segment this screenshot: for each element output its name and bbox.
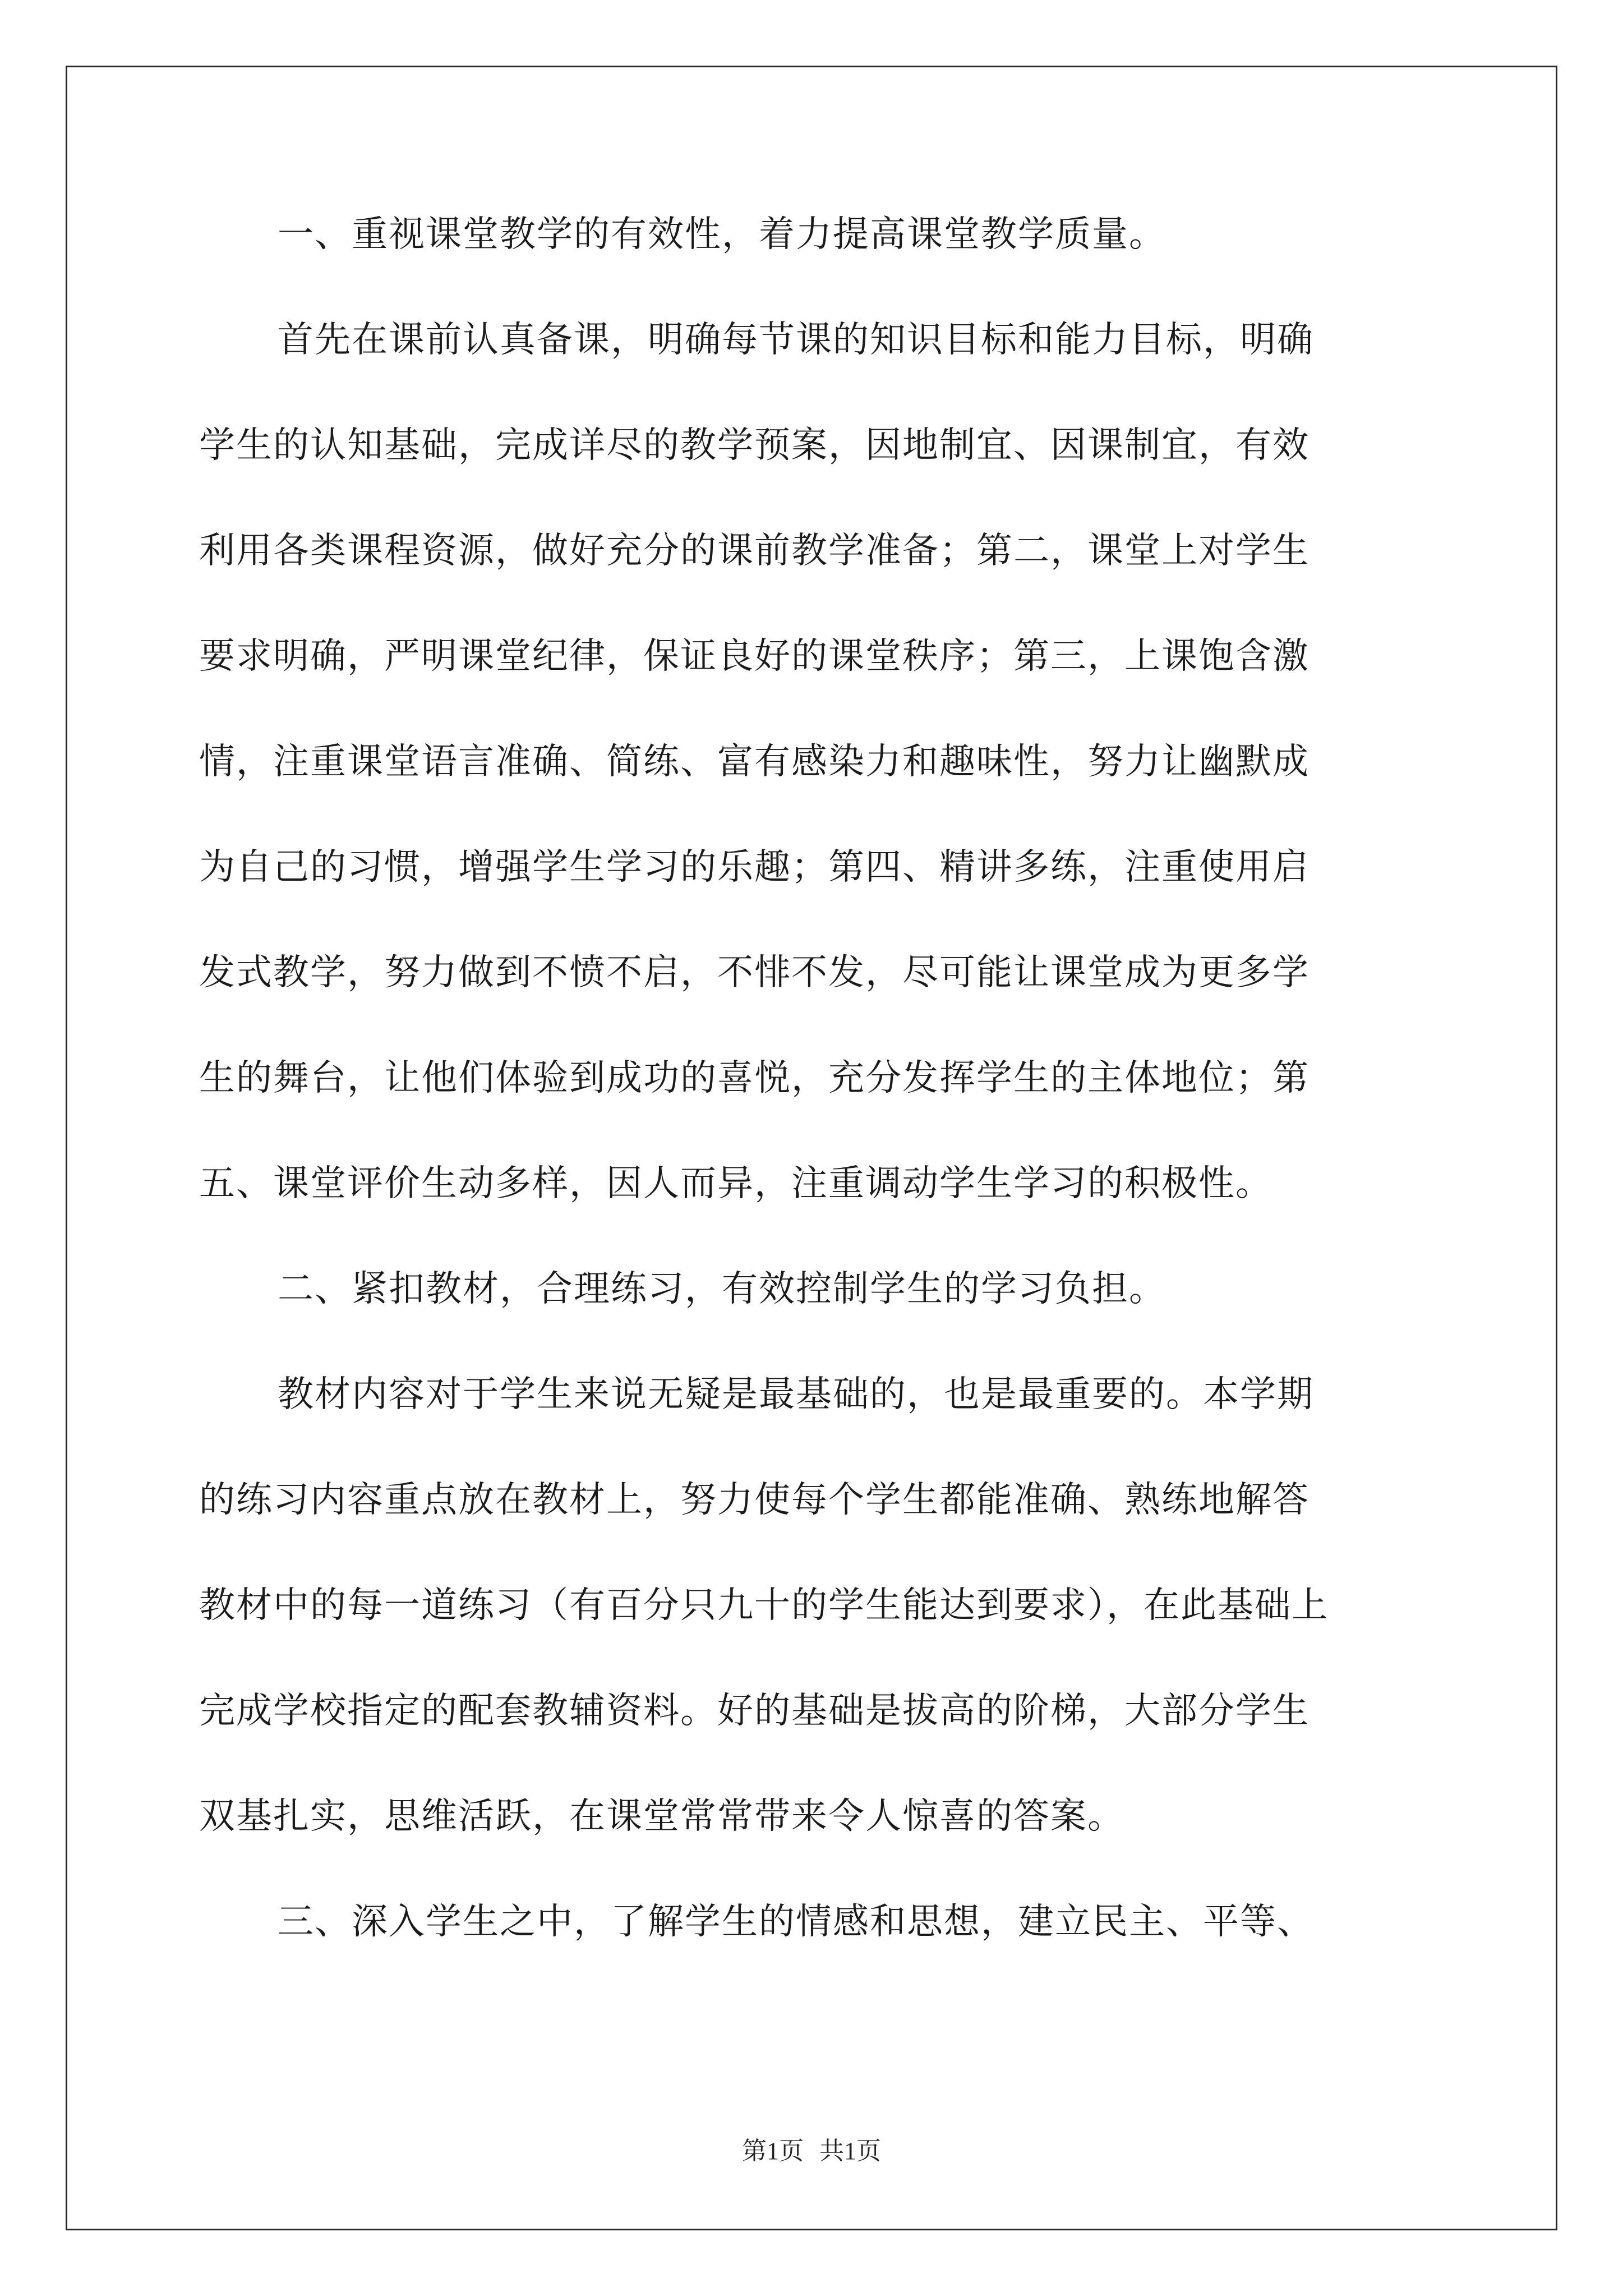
paragraph-line: 发式教学，努力做到不愤不启，不悱不发，尽可能让课堂成为更多学 — [199, 952, 1310, 993]
page-total: 共1页 — [819, 2137, 881, 2165]
paragraph-line: 学生的认知基础，完成详尽的教学预案，因地制宜、因课制宜，有效 — [199, 425, 1310, 466]
paragraph-line: 双基扎实，思维活跃，在课堂常常带来令人惊喜的答案。 — [199, 1796, 1124, 1837]
paragraph-line: 的练习内容重点放在教材上，努力使每个学生都能准确、熟练地解答 — [199, 1479, 1310, 1521]
paragraph-line: 情，注重课堂语言准确、简练、富有感染力和趣味性，努力让幽默成 — [199, 741, 1310, 783]
paragraph-line: 教材中的每一道练习（有百分只九十的学生能达到要求），在此基础上 — [199, 1585, 1329, 1626]
page-number: 第1页 — [742, 2137, 804, 2165]
paragraph-line: 二、紧扣教材，合理练习，有效控制学生的学习负担。 — [278, 1268, 1166, 1310]
paragraph-line: 三、深入学生之中，了解学生的情感和思想，建立民主、平等、 — [278, 1901, 1314, 1943]
page-footer — [0, 2134, 1623, 2168]
paragraph-line: 完成学校指定的配套教辅资料。好的基础是拔高的阶梯，大部分学生 — [199, 1690, 1310, 1732]
document-body — [199, 208, 1427, 2000]
paragraph-line: 一、重视课堂教学的有效性，着力提高课堂教学质量。 — [278, 214, 1166, 255]
paragraph-line: 五、课堂评价生动多样，因人而异，注重调动学生学习的积极性。 — [199, 1163, 1272, 1204]
paragraph-line: 教材内容对于学生来说无疑是最基础的，也是最重要的。本学期 — [278, 1374, 1314, 1415]
paragraph-line: 首先在课前认真备课，明确每节课的知识目标和能力目标，明确 — [278, 319, 1314, 361]
paragraph-line: 生的舞台，让他们体验到成功的喜悦，充分发挥学生的主体地位；第 — [199, 1057, 1310, 1099]
paragraph-line: 利用各类课程资源，做好充分的课前教学准备；第二，课堂上对学生 — [199, 530, 1310, 572]
paragraph-line: 要求明确，严明课堂纪律，保证良好的课堂秩序；第三，上课饱含激 — [199, 636, 1310, 677]
paragraph-line: 为自己的习惯，增强学生学习的乐趣；第四、精讲多练，注重使用启 — [199, 846, 1310, 888]
